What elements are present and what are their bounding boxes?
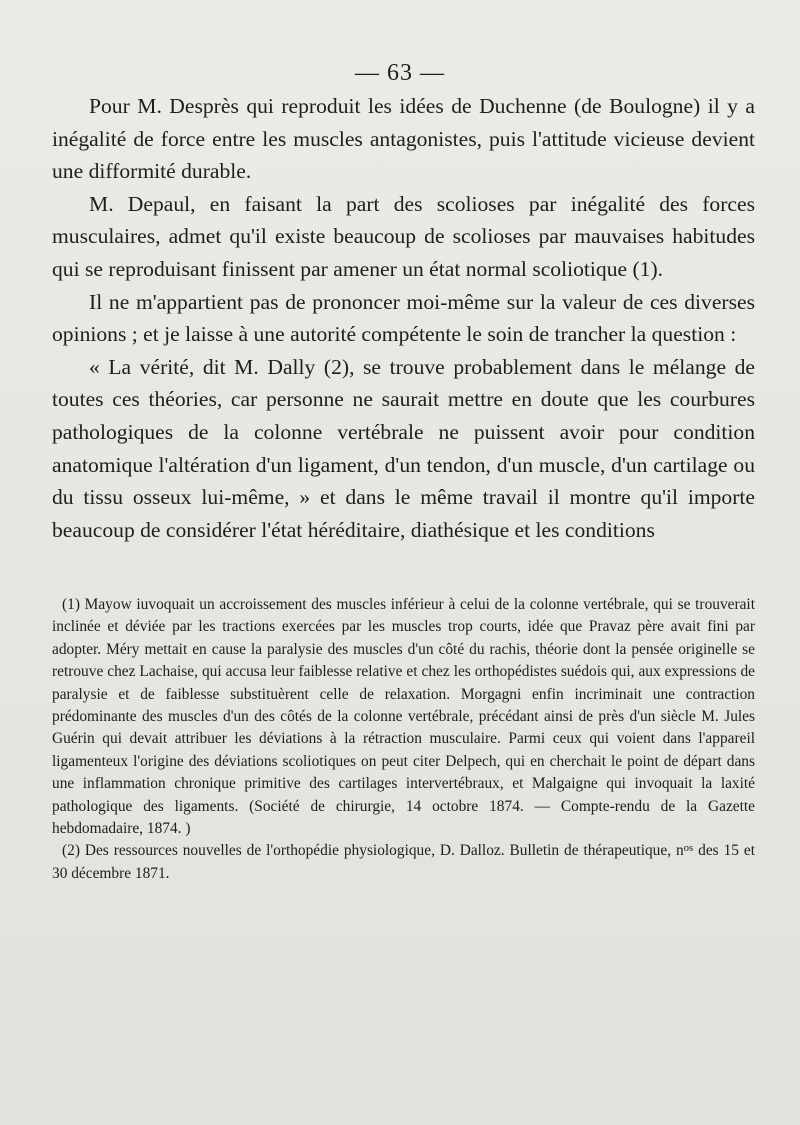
footnotes — [52, 594, 755, 885]
paragraph: Pour M. Desprès qui reproduit les idées de Duchenne (de Boulogne) il y a inégalité de force entre les muscles antagonistes, puis l'attitude vicieuse devient une difformité durable. — [52, 94, 755, 184]
paragraph: « La vérité, dit M. Dally (2), se trouve probablement dans le mélange de toutes ces théories, car personne ne saurait mettre en doute que les courbures pathologiques de la colonne vertébrale ne puissent avoir pour condition anatomique l'altération d'un ligament, d'un tendon, d'un muscle, d'un cartilage ou du tissu osseux lui-même, » et dans le même travail il montre qu'il importe beaucoup de considérer l'état héréditaire, diathésique et les conditions — [52, 354, 755, 542]
footnote-2 — [52, 840, 755, 885]
footnote-2-superscript: os — [683, 842, 694, 855]
footnote-2-text-end: des 15 et 30 décembre 1871. — [52, 842, 755, 882]
paragraph: Il ne m'appartient pas de prononcer moi-même sur la valeur de ces diverses opinions ; et je laisse à une autorité compétente le soin de trancher la question : — [52, 289, 755, 347]
footnote-1: (1) Mayow iuvoquait un accroissement des muscles inférieur à celui de la colonne vertébrale, qui se trouverait inclinée et déviée par les tractions exercées par les muscles trop courts, idée que Pravaz père avait fini par adopter. Méry mettait en cause la paralysie des muscles d'un côté du rachis, théorie dont la pensée originelle se retrouve chez Lachaise, qui accusa leur faiblesse relative et chez les orthopédistes suédois qui, aux expressions de paralysie et de faiblesse substituèrent celle de relaxation. Morgagni enfin incriminait une contraction prédominante des muscles d'un des côtés de la colonne vertébrale, précédant ainsi de près d'un siècle M. Jules Guérin qui devait attribuer les déviations à la rétraction musculaire. Parmi ceux qui voient dans l'appareil ligamenteux l'origine des déviations scoliotiques on peut citer Delpech, qui en cherchait le point de départ dans une inflammation chronique primitive des cartilages intervertébraux, et Malgaigne qui invoquait la laxité pathologique des ligaments. (Société de chirurgie, 14 octobre 1874. — Compte-rendu de la Gazette hebdomadaire, 1874. ) — [52, 596, 755, 838]
main-text — [52, 90, 755, 546]
paragraph: M. Depaul, en faisant la part des scolioses par inégalité des forces musculaires, admet qu'il existe beaucoup de scolioses par mauvaises habitudes qui se reproduisant finissent par amener un état normal scoliotique (1). — [52, 191, 755, 281]
footnote-2-text: (2) Des ressources nouvelles de l'orthopédie physiologique, D. Dalloz. Bulletin de thérapeutique, n — [62, 842, 684, 860]
page-number: — 63 — — [355, 60, 445, 86]
